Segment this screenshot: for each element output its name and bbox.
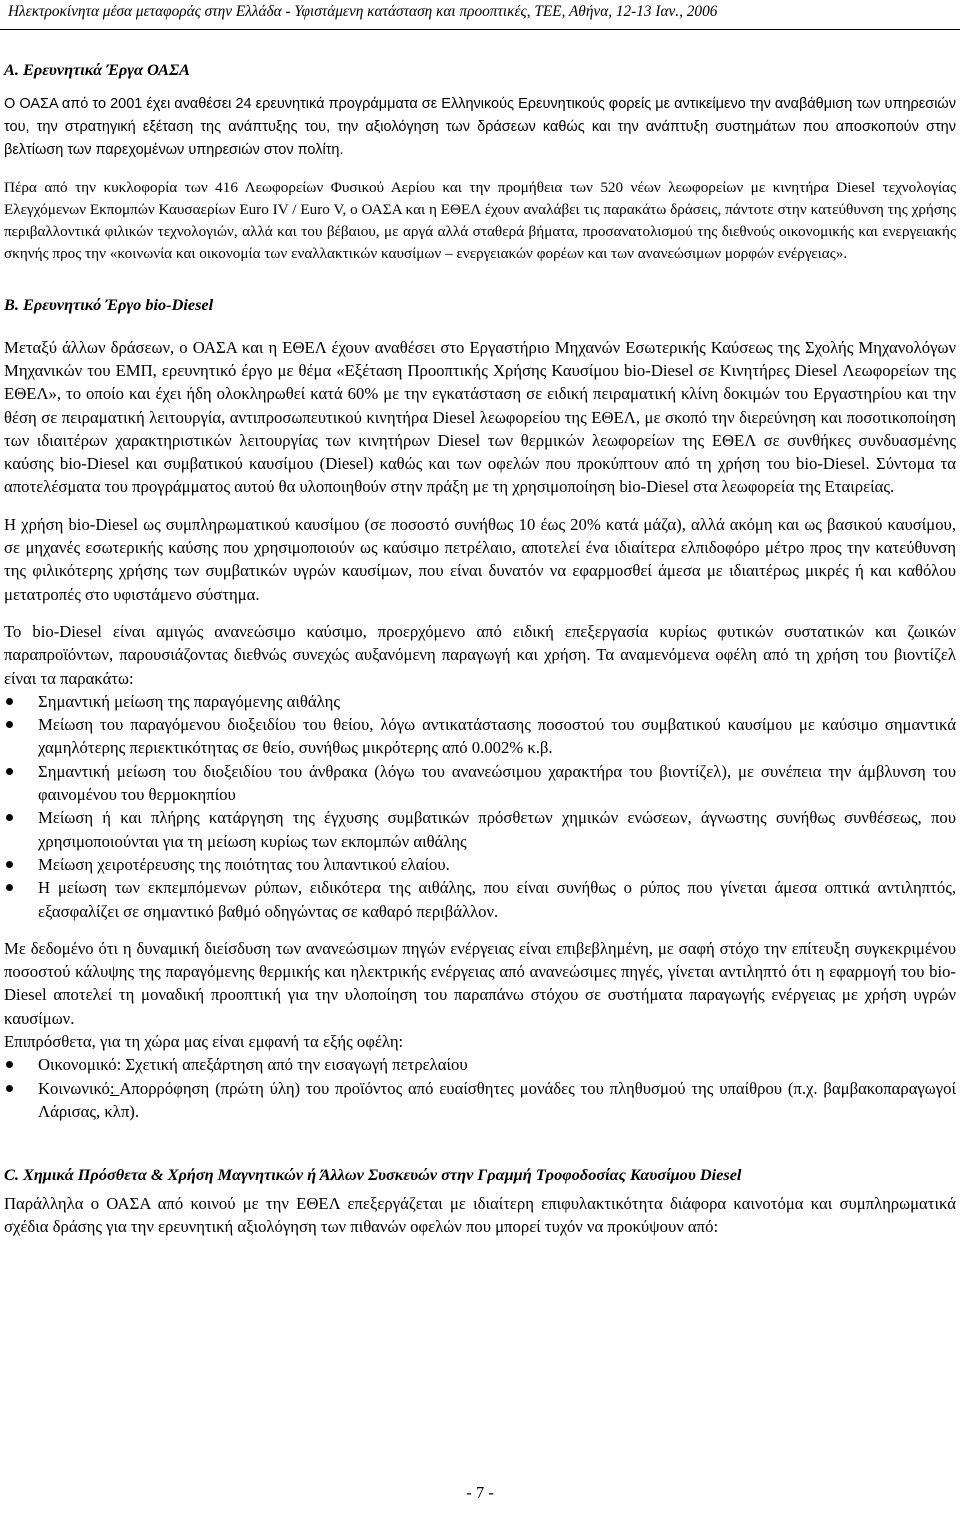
bullet-icon: [6, 698, 13, 705]
section-b-paragraph-1: Μεταξύ άλλων δράσεων, ο ΟΑΣΑ και η ΕΘΕΛ έχουν αναθέσει στο Εργαστήριο Μηχανών Εσωτερικής Καύσεως της Σχολής Μηχανολόγων Μηχανικών του ΕΜΠ, ερευνητικό έργο με θέμα «Εξέταση Προοπτικής Χρήσης Καυσίμου bio-Diesel σε Κινητήρες Diesel Λεωφορείων της ΕΘΕΛ», το οποίο και έχει ήδη ολοκληρωθεί κατά 60% με την εγκατάσταση σε ειδική πειραματική κλίνη δοκιμών του Εργαστηρίου και την θέση σε πειραματική λειτουργία, αντιπροσωπευτικού κινητήρα Diesel λεωφορείου της ΕΘΕΛ, με σκοπό την διερεύνηση και ποσοτικοποίηση των ιδιαιτέρων χαρακτηριστικών λειτουργίας των κινητήρων Diesel των θερμικών λεωφορείων της ΕΘΕΛ σε συνθήκες συνδυασμένης καύσης bio-Diesel και συμβατικού καυσίμου (Diesel) καθώς και των οφελών που προκύπτουν από τη χρήση του bio-Diesel. Σύντομα τα αποτελέσματα του προγράμματος αυτού θα υλοποιηθούν στην πράξη με τη χρησιμοποίηση bio-Diesel στα λεωφορεία της Εταιρείας.: [4, 337, 956, 497]
country-benefits-list: [4, 1053, 956, 1123]
list-item: Σημαντική μείωση της παραγόμενης αιθάλης: [4, 690, 956, 713]
bullet-icon: [6, 721, 13, 728]
bullet-icon: [6, 861, 13, 868]
section-b-paragraph-2: Η χρήση bio-Diesel ως συμπληρωματικού καυσίμου (σε ποσοστό συνήθως 10 έως 20% κατά μάζα), αλλά ακόμη και ως βασικού καυσίμου, σε μηχανές εσωτερικής καύσης που χρησιμοποιούν ως καύσιμο πετρέλαιο, αποτελεί ένα ιδιαίτερα ελπιδοφόρο μέτρο προς την κατεύθυνση της φιλικότερης χρήσης των συμβατικών υγρών καυσίμων, που είναι δυνατόν να εφαρμοσθεί άμεσα με ιδιαιτέρως μικρές ή και καθόλου μετατροπές στο υφιστάμενο σύστημα.: [4, 514, 956, 604]
section-b-paragraph-3: Το bio-Diesel είναι αμιγώς ανανεώσιμο καύσιμο, προερχόμενο από ειδική επεξεργασία κυρίως φυτικών συστατικών και ζωικών παραπροϊόντων, παρουσιάζοντας διεθνώς συνεχώς αυξανόμενη παραγωγή και χρήση. Τα αναμενόμενα οφέλη από τη χρήση του βιοντίζελ είναι τα παρακάτω:: [4, 621, 956, 688]
bullet-icon: [6, 884, 13, 891]
benefit-label: Οικονομικό: [38, 1055, 117, 1075]
bullet-icon: [6, 1061, 13, 1068]
list-item: Μείωση χειροτέρευσης της ποιότητας του λιπαντικού ελαίου.: [4, 853, 956, 876]
page-number: - 7 -: [466, 1483, 494, 1502]
list-item: Μείωση του παραγόμενου διοξειδίου του θείου, λόγω αντικατάστασης ποσοστού του συμβατικού καυσίμου με καύσιμο σημαντικά χαμηλότερης περιεκτικότητας σε θείο, συνήθως μικρότερης από 0.002% κ.β.: [4, 713, 956, 760]
bullet-icon: [6, 1085, 13, 1092]
section-c-title: C. Χημικά Πρόσθετα & Χρήση Μαγνητικών ή Άλλων Συσκευών στην Γραμμή Τροφοδοσίας Καυσίμου Diesel: [4, 1165, 742, 1185]
list-item: Οικονομικό: Σχετική απεξάρτηση από την εισαγωγή πετρελαίου: [4, 1053, 956, 1076]
section-c-paragraph-1: Παράλληλα ο ΟΑΣΑ από κοινού με την ΕΘΕΛ επεξεργάζεται με ιδιαίτερη επιφυλακτικότητα διάφορα καινοτόμα και συμπληρωματικά σχέδια δράσης για την ερευνητική αξιολόγηση των πιθανών οφελών που μπορεί τυχόν να προκύψουν από:: [4, 1193, 956, 1236]
section-b-paragraph-4: Με δεδομένο ότι η δυναμική διείσδυση των ανανεώσιμων πηγών ενέργειας είναι επιβεβλημένη, με σαφή στόχο την επίτευξη συγκεκριμένου ποσοστού κάλυψης της παραγόμενης θερμικής και ηλεκτρικής ενέργειας από ανανεώσιμες πηγές, γίνεται αντιληπτό ότι η εφαρμογή του bio-Diesel αποτελεί τη μοναδική προοπτική για την υλοποίηση του παραπάνω στόχου σε συστήματα παραγωγής ενέργειας με χρήση υγρών καυσίμων.: [4, 938, 956, 1028]
section-a-title: Α. Ερευνητικά Έργα ΟΑΣΑ: [4, 60, 190, 79]
section-a-paragraph-2: Πέρα από την κυκλοφορία των 416 Λεωφορείων Φυσικού Αερίου και την προμήθεια των 520 νέων λεωφορείων με κινητήρα Diesel τεχνολογίας Ελεγχόμενων Εκπομπών Καυσαερίων Euro IV / Euro V, ο ΟΑΣΑ και η ΕΘΕΛ έχουν αναλάβει τις παρακάτω δράσεις, πάντοτε στην κατεύθυνση της χρήσης περιβαλλοντικά φιλικών τεχνολογιών, αλλά και του βέβαιου, με αργά αλλά σταθερά βήματα, προσανατολισμού της διεθνούς οικονομικής και ενεργειακής σκηνής προς την «κοινωνία και οικονομία των εναλλακτικών καυσίμων – ενεργειακών φορέων και των ανανεώσιμων μορφών ενέργειας».: [4, 179, 956, 263]
bullet-icon: [6, 814, 13, 821]
section-b-title: Β. Ερευνητικό Έργο bio-Diesel: [4, 295, 214, 315]
running-title: Ηλεκτροκίνητα μέσα μεταφοράς στην Ελλάδα - Υφιστάμενη κατάσταση και προοπτικές, ΤΕΕ, Αθήνα, 12-13 Ιαν., 2006: [8, 3, 718, 20]
section-a-paragraph-1: Ο ΟΑΣΑ από το 2001 έχει αναθέσει 24 ερευνητικά προγράμματα σε Ελληνικούς Ερευνητικούς φορείς με αντικείμενο την αναβάθμιση των υπηρεσιών του, την στρατηγική εξέταση της ανάπτυξης του, την αξιολόγηση των δράσεων καθώς και την ανάπτυξη συστημάτων που αποσκοπούν στην βελτίωση των παρεχομένων υπηρεσιών στον πολίτη.: [4, 96, 956, 158]
bullet-icon: [6, 768, 13, 775]
running-header: [0, 0, 960, 30]
list-item: Σημαντική μείωση του διοξειδίου του άνθρακα (λόγω του ανανεώσιμου χαρακτήρα του βιοντίζελ), με συνέπεια την άμβλυνση του φαινομένου του θερμοκηπίου: [4, 760, 956, 807]
section-b-paragraph-5: Επιπρόσθετα, για τη χώρα μας είναι εμφανή τα εξής οφέλη:: [4, 1032, 404, 1052]
list-item: Η μείωση των εκπεμπόμενων ρύπων, ειδικότερα της αιθάλης, που είναι συνήθως ο ρύπος που γίνεται άμεσα οπτικά αντιληπτός, εξασφαλίζει σε σημαντικό βαθμό οδηγώντας σε καθαρό περιβάλλον.: [4, 876, 956, 923]
benefit-label: Κοινωνικό: [38, 1078, 110, 1098]
page-content: [4, 58, 956, 1238]
list-item: Μείωση ή και πλήρης κατάργηση της έγχυσης συμβατικών πρόσθετων χημικών ενώσεων, άγνωστης συνήθως συνθέσεως, που χρησιμοποιούνται για τη μείωση κυρίως των εκπομπών αιθάλης: [4, 806, 956, 853]
list-item: Κοινωνικό: Απορρόφηση (πρώτη ύλη) του προϊόντος από ευαίσθητες μονάδες του πληθυσμού της υπαίθρου (π.χ. βαμβακοπαραγωγοί Λάρισας, κλπ).: [4, 1077, 956, 1124]
benefits-list: [4, 690, 956, 923]
